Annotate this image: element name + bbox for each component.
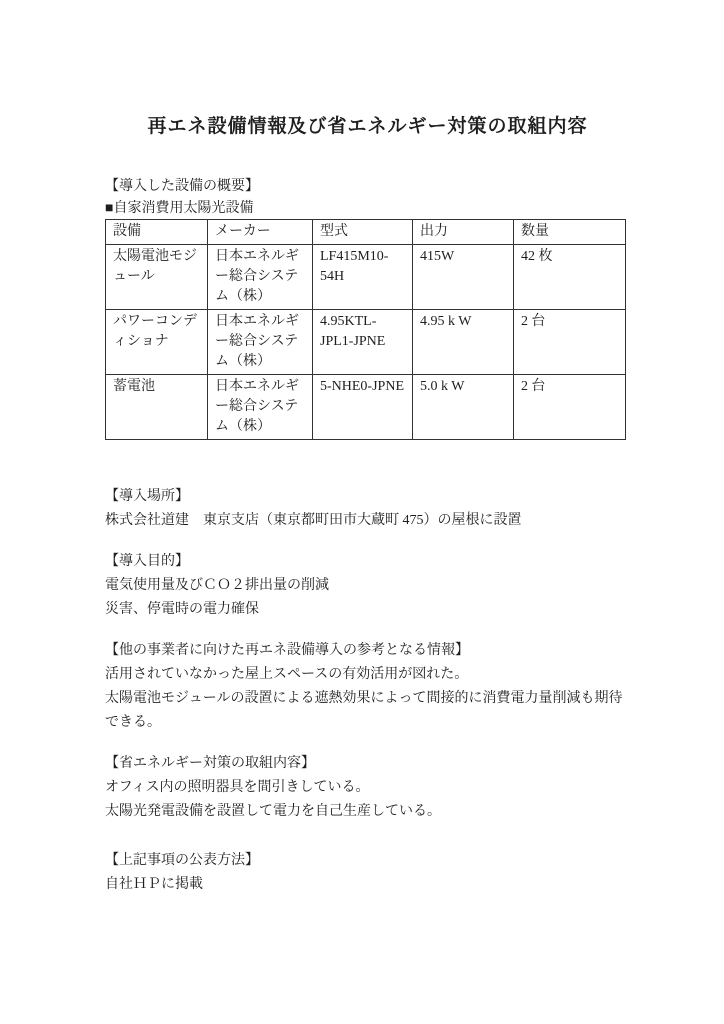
table-cell-quantity: 2 台 [514,375,626,440]
section-energy-saving-measures [105,752,630,824]
section-heading: 【省エネルギー対策の取組内容】 [105,756,315,771]
paragraph-line: 自社ＨＰに掲載 [105,877,203,892]
paragraph-line: 活用されていなかった屋上スペースの有効活用が図れた。 [105,667,469,682]
section-installation-location [105,485,630,533]
table-cell-equipment: 蓄電池 [106,375,208,440]
paragraph-line: 太陽光発電設備を設置して電力を自己生産している。 [105,804,441,819]
overview-heading: 【導入した設備の概要】 [105,179,259,194]
table-row [106,310,626,375]
table-header-cell: 数量 [514,220,626,245]
table-cell-model: LF415M10-54H [313,245,413,310]
table-cell-maker: 日本エネルギー総合システム（株） [208,375,313,440]
paragraph-line: 太陽電池モジュールの設置による遮熱効果によって間接的に消費電力量削減も期待できる。 [105,691,623,730]
overview-subheading: ■自家消費用太陽光設備 [105,201,254,216]
table-cell-quantity: 42 枚 [514,245,626,310]
table-cell-maker: 日本エネルギー総合システム（株） [208,245,313,310]
table-cell-quantity: 2 台 [514,310,626,375]
section-reference-info [105,639,630,735]
table-cell-output: 5.0 k W [413,375,514,440]
paragraph-line: 災害、停電時の電力確保 [105,602,259,617]
paragraph-line: オフィス内の照明器具を間引きしている。 [105,780,370,795]
section-heading: 【導入場所】 [105,489,189,504]
table-header-row [106,220,626,245]
table-cell-model: 5-NHE0-JPNE [313,375,413,440]
table-cell-model: 4.95KTL-JPL1-JPNE [313,310,413,375]
table-cell-equipment: パワーコンディショナ [106,310,208,375]
table-cell-maker: 日本エネルギー総合システム（株） [208,310,313,375]
table-cell-output: 415W [413,245,514,310]
section-heading: 【上記事項の公表方法】 [105,853,259,868]
table-header-cell: 出力 [413,220,514,245]
table-row [106,375,626,440]
table-header-cell: 設備 [106,220,208,245]
paragraph-line: 株式会社道建 東京支店（東京都町田市大蔵町 475）の屋根に設置 [105,513,522,528]
section-heading: 【他の事業者に向けた再エネ設備導入の参考となる情報】 [105,643,469,658]
paragraph-line: 電気使用量及びＣＯ２排出量の削減 [105,578,329,593]
document-title: 再エネ設備情報及び省エネルギー対策の取組内容 [147,116,588,137]
section-heading: 【導入目的】 [105,554,189,569]
table-header-cell: 型式 [313,220,413,245]
equipment-table [105,219,626,440]
table-header-cell: メーカー [208,220,313,245]
table-cell-equipment: 太陽電池モジュール [106,245,208,310]
section-installation-purpose [105,550,630,622]
table-cell-output: 4.95 k W [413,310,514,375]
section-publication-method [105,849,630,897]
table-row [106,245,626,310]
